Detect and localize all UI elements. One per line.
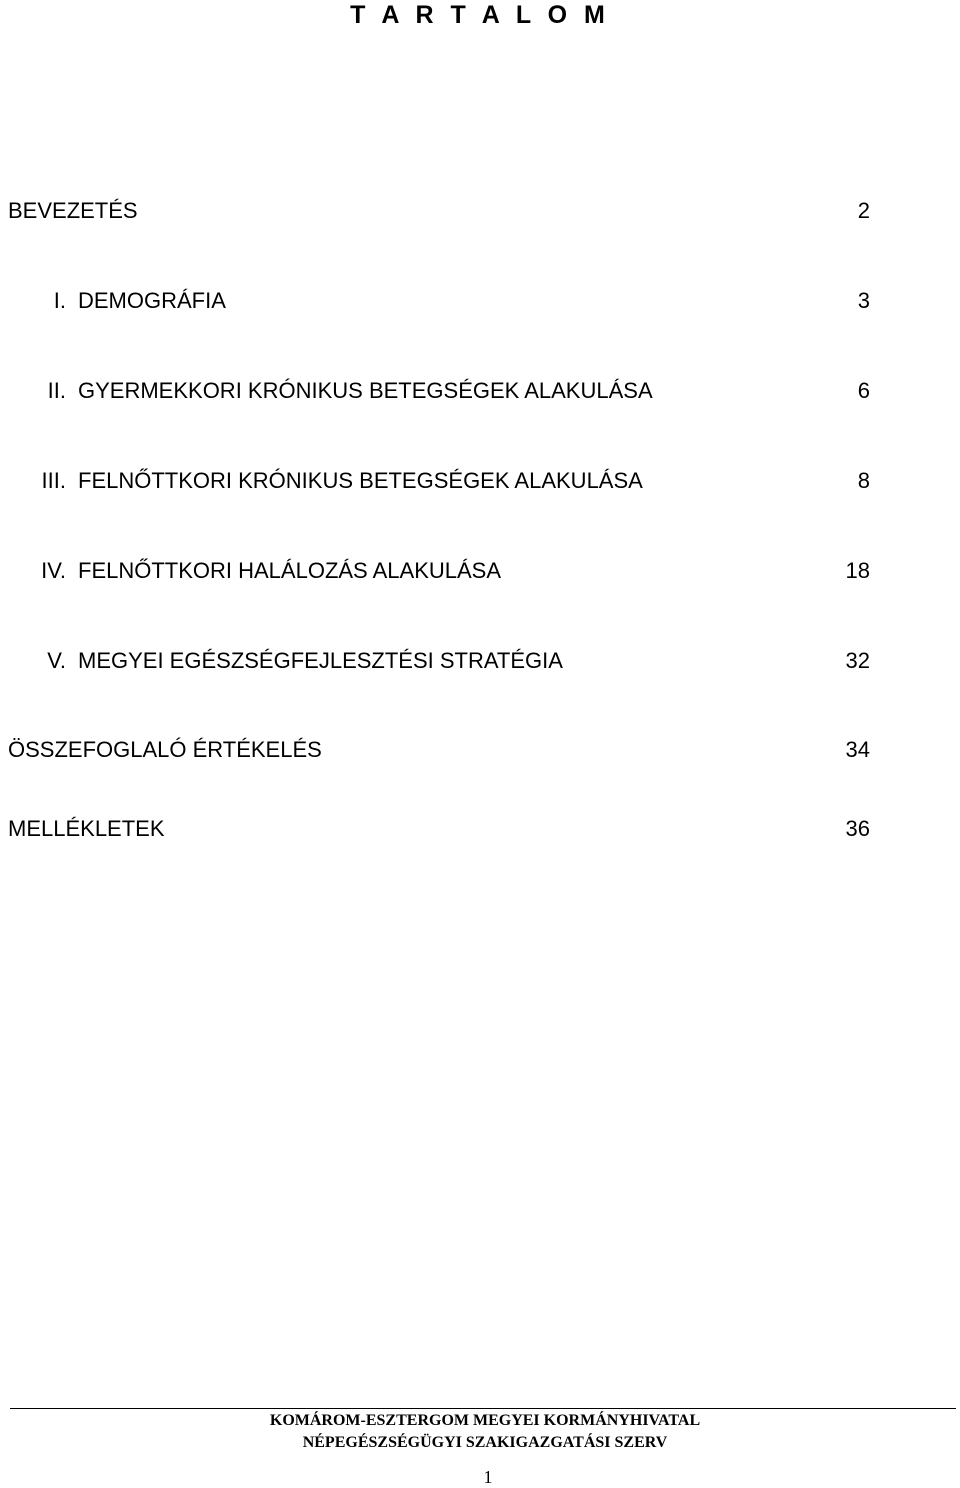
toc-entry-page: 6 — [857, 378, 870, 403]
footer-department: NÉPEGÉSZSÉGÜGYI SZAKIGAZGATÁSI SZERV — [302, 1434, 668, 1451]
toc-entry-label: FELNŐTTKORI KRÓNIKUS BETEGSÉGEK ALAKULÁSA — [78, 468, 643, 493]
toc-entry-page: 36 — [845, 816, 870, 841]
toc-entry-page: 2 — [857, 198, 870, 223]
toc-entry-adult-mortality — [8, 556, 870, 586]
toc-entry-label: GYERMEKKORI KRÓNIKUS BETEGSÉGEK ALAKULÁSA — [78, 378, 653, 403]
toc-entry-number: V. — [47, 648, 66, 673]
toc-entry-appendices — [8, 814, 870, 844]
toc-entry-page: 34 — [845, 737, 870, 762]
toc-entry-adult-chronic-diseases — [8, 466, 870, 496]
toc-entry-page: 3 — [857, 288, 870, 313]
footer-divider — [10, 1408, 956, 1409]
toc-entry-label: ÖSSZEFOGLALÓ ÉRTÉKELÉS — [8, 737, 322, 762]
page-number: 1 — [483, 1467, 493, 1487]
toc-entry-number: I. — [53, 288, 66, 313]
toc-entry-page: 8 — [857, 468, 870, 493]
toc-entry-page: 32 — [845, 648, 870, 673]
toc-entry-childhood-chronic-diseases — [8, 376, 870, 406]
toc-entry-label: FELNŐTTKORI HALÁLOZÁS ALAKULÁSA — [78, 558, 502, 583]
toc-entry-page: 18 — [845, 558, 870, 583]
toc-entry-label: BEVEZETÉS — [8, 198, 138, 223]
toc-entry-label: DEMOGRÁFIA — [78, 288, 226, 313]
toc-entry-label: MEGYEI EGÉSZSÉGFEJLESZTÉSI STRATÉGIA — [78, 648, 563, 673]
toc-entry-label: MELLÉKLETEK — [8, 816, 165, 841]
toc-entry-number: III. — [41, 468, 66, 493]
page-title: T A R T A L O M — [350, 1, 610, 29]
toc-entry-demography — [8, 286, 870, 316]
footer-organization: KOMÁROM-ESZTERGOM MEGYEI KORMÁNYHIVATAL — [269, 1412, 701, 1429]
toc-entry-introduction — [8, 196, 870, 226]
toc-entry-summary — [8, 735, 870, 765]
toc-entry-number: IV. — [41, 558, 66, 583]
toc-entry-health-strategy — [8, 646, 870, 676]
toc-entry-number: II. — [47, 378, 66, 403]
